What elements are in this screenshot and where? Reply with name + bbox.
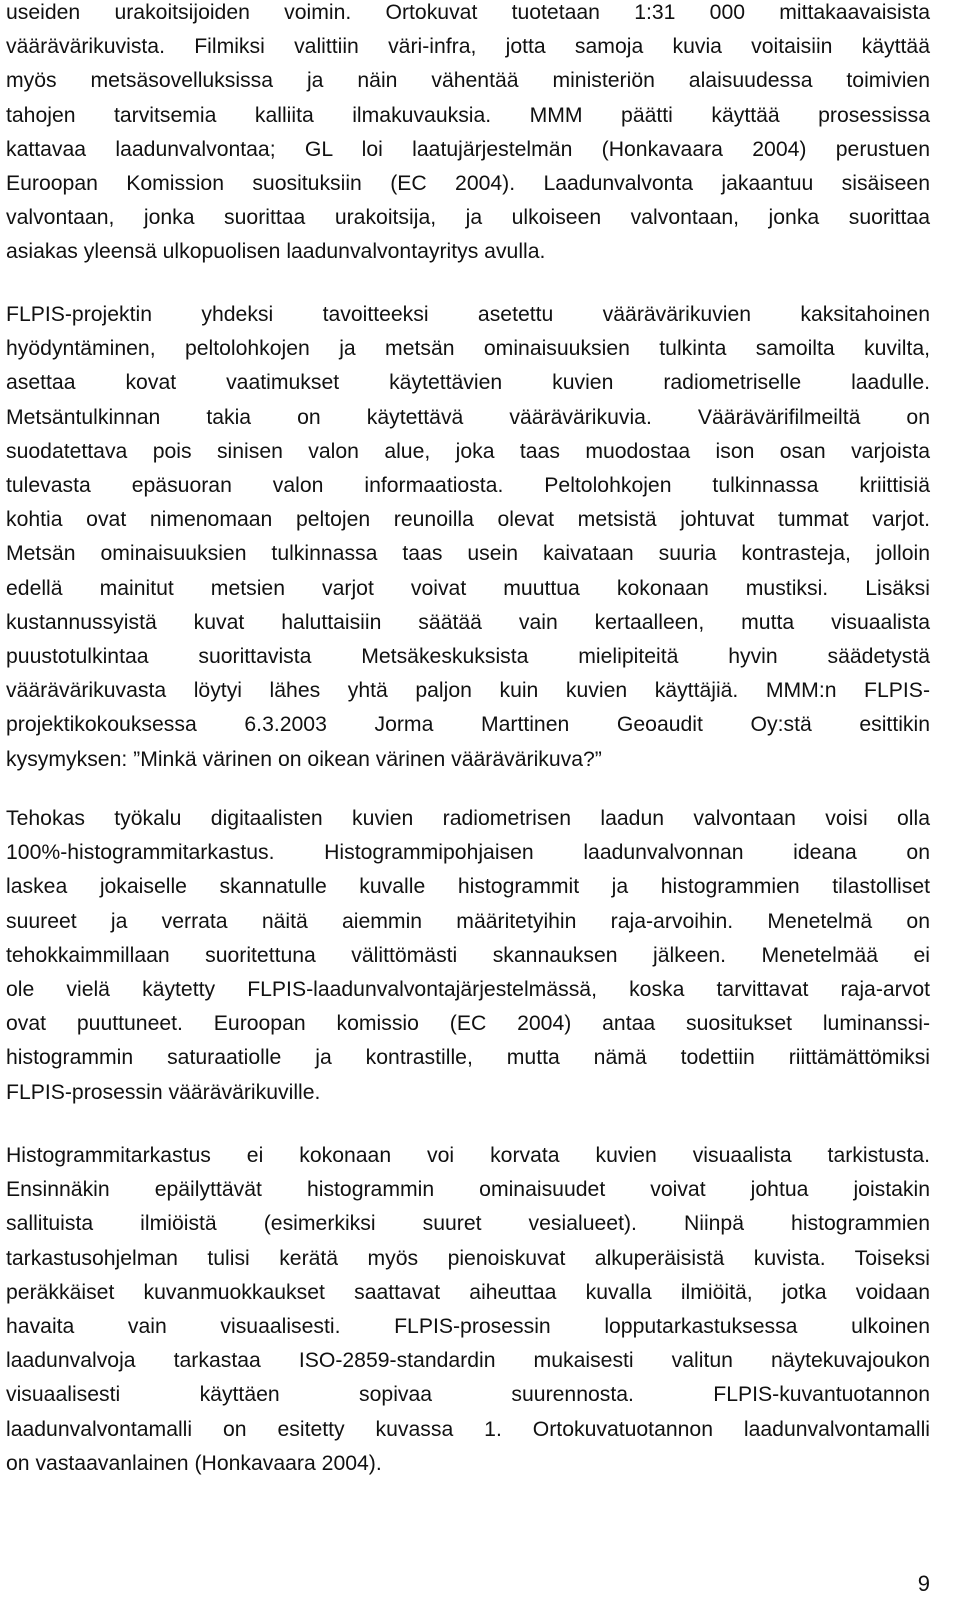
paragraph-3	[6, 802, 930, 1110]
page-number: 9	[917, 1571, 930, 1596]
text-line: FLPIS-prosessin väärävärikuville.	[6, 1080, 321, 1104]
text-line: Metsäntulkinnan takia on käytettävä väärävärikuvia. Väärävärifilmeiltä on	[6, 405, 930, 429]
text-line: Euroopan Komission suosituksiin (EC 2004). Laadunvalvonta jakaantuu sisäiseen	[6, 172, 930, 196]
text-line: laadunvalvontamalli on esitetty kuvassa 1. Ortokuvatuotannon laadunvalvontamalli	[6, 1417, 930, 1441]
text-line: laadunvalvoja tarkastaa ISO-2859-standardin mukaisesti valitun näytekuvajoukon	[6, 1349, 930, 1373]
text-line: histogrammin saturaatiolle ja kontrastille, mutta nämä todettiin riittämättömiksi	[6, 1046, 930, 1070]
text-line: visuaalisesti käyttäen sopivaa suurennosta. FLPIS-kuvantuotannon	[6, 1383, 930, 1407]
text-line: väärävärikuvasta löytyi lähes yhtä paljon kuin kuvien käyttäjiä. MMM:n FLPIS-	[6, 679, 930, 703]
text-line: havaita vain visuaalisesti. FLPIS-prosessin lopputarkastuksessa ulkoinen	[6, 1315, 930, 1339]
text-line: edellä mainitut metsien varjot voivat muuttua kokonaan mustiksi. Lisäksi	[6, 576, 930, 600]
text-line: suodatettava pois sinisen valon alue, joka taas muodostaa ison osan varjoista	[6, 439, 930, 463]
text-line: puustotulkintaa suorittavista Metsäkeskuksista mielipiteitä hyvin säädetystä	[6, 645, 930, 669]
paragraph-1	[6, 0, 930, 270]
text-line: tarkastusohjelman tulisi kerätä myös pienoiskuvat alkuperäisistä kuvista. Toiseksi	[6, 1246, 930, 1270]
text-line: myös metsäsovelluksissa ja näin vähentää ministeriön alaisuudessa toimivien	[6, 69, 930, 93]
text-line: tulevasta epäsuoran valon informaatiosta. Peltolohkojen tulkinnassa kriittisiä	[6, 474, 930, 498]
text-line: kysymyksen: ”Minkä värinen on oikean värinen väärävärikuva?”	[6, 747, 602, 771]
text-line: Histogrammitarkastus ei kokonaan voi korvata kuvien visuaalista tarkistusta.	[6, 1144, 930, 1167]
text-line: peräkkäiset kuvanmuokkaukset saattavat aiheuttaa kuvalla ilmiöitä, jotka voidaan	[6, 1280, 930, 1304]
text-line: ovat puuttuneet. Euroopan komissio (EC 2004) antaa suositukset luminanssi-	[6, 1012, 930, 1036]
text-line: Ensinnäkin epäilyttävät histogrammin ominaisuudet voivat johtua joistakin	[6, 1178, 930, 1202]
text-line: väärävärikuvista. Filmiksi valittiin väri-infra, jotta samoja kuvia voitaisiin käyttää	[6, 35, 930, 59]
text-line: Metsän ominaisuuksien tulkinnassa taas usein kaivataan suuria kontrasteja, jolloin	[6, 542, 930, 566]
text-line: ole vielä käytetty FLPIS-laadunvalvontajärjestelmässä, koska tarvittavat raja-arvot	[6, 978, 930, 1002]
text-line: useiden urakoitsijoiden voimin. Ortokuvat tuotetaan 1:31 000 mittakaavaisista	[6, 1, 930, 24]
text-line: hyödyntäminen, peltolohkojen ja metsän ominaisuuksien tulkinta samoilta kuvilta,	[6, 337, 930, 361]
text-line: projektikokouksessa 6.3.2003 Jorma Marttinen Geoaudit Oy:stä esittikin	[6, 713, 930, 737]
text-line: laskea jokaiselle skannatulle kuvalle histogrammit ja histogrammien tilastolliset	[6, 875, 930, 899]
text-line: on vastaavanlainen (Honkavaara 2004).	[6, 1451, 382, 1475]
text-line: kustannussyistä kuvat haluttaisiin säätää vain kertaalleen, mutta visuaalista	[6, 610, 930, 634]
text-line: asiakas yleensä ulkopuolisen laadunvalvontayritys avulla.	[6, 240, 546, 264]
text-line: sallituista ilmiöistä (esimerkiksi suuret vesialueet). Niinpä histogrammien	[6, 1212, 930, 1236]
text-line: valvontaan, jonka suorittaa urakoitsija, ja ulkoiseen valvontaan, jonka suorittaa	[6, 206, 930, 230]
paragraph-2	[6, 298, 930, 777]
text-line: asettaa kovat vaatimukset käytettävien kuvien radiometriselle laadulle.	[6, 371, 930, 395]
text-line: kohtia ovat nimenomaan peltojen reunoilla olevat metsistä johtuvat tummat varjot.	[6, 508, 930, 532]
text-line: 100%-histogrammitarkastus. Histogrammipohjaisen laadunvalvonnan ideana on	[6, 841, 930, 865]
text-line: FLPIS-projektin yhdeksi tavoitteeksi asetettu väärävärikuvien kaksitahoinen	[6, 303, 930, 326]
text-line: tahojen tarvitsemia kalliita ilmakuvauksia. MMM päätti käyttää prosessissa	[6, 103, 930, 127]
text-line: suureet ja verrata näitä aiemmin määritetyihin raja-arvoihin. Menetelmä on	[6, 909, 930, 933]
paragraph-4	[6, 1139, 930, 1481]
text-line: kattavaa laadunvalvontaa; GL loi laatujärjestelmän (Honkavaara 2004) perustuen	[6, 137, 930, 161]
text-line: tehokkaimmillaan suoritettuna välittömästi skannauksen jälkeen. Menetelmää ei	[6, 943, 930, 967]
text-line: Tehokas työkalu digitaalisten kuvien radiometrisen laadun valvontaan voisi olla	[6, 807, 930, 830]
